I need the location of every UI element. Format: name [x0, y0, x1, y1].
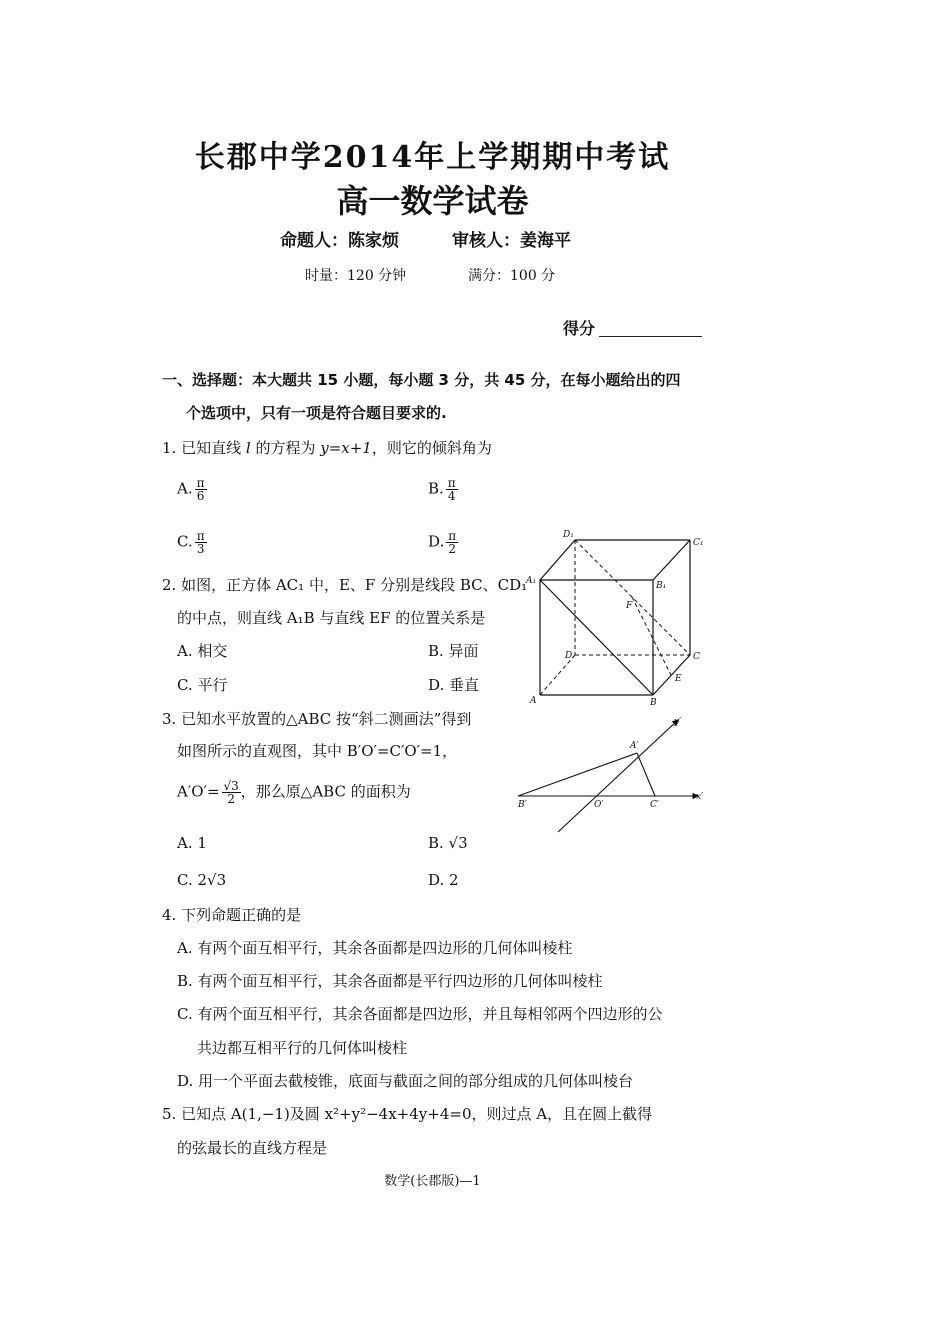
label-f: F [626, 601, 633, 611]
q2-option-a: A. 相交 [177, 642, 228, 660]
q3-stem-line3 [177, 780, 411, 805]
q2-stem-line2: 的中点，则直线 A₁B 与直线 EF 的位置关系是 [177, 609, 486, 627]
q1-option-b [428, 477, 458, 502]
exam-title: 长郡中学2014年上学期期中考试 [194, 140, 671, 175]
label-b1: B₁ [656, 581, 667, 591]
score-blank-line [599, 336, 702, 337]
time-label: 时量：120 分钟 [305, 268, 407, 284]
q2-option-c: C. 平行 [177, 676, 228, 694]
q1-stem [162, 437, 492, 458]
label-y-axis: y′ [674, 717, 682, 727]
segment-a1b [540, 580, 653, 695]
cube-edge [653, 540, 690, 580]
label-a: A [530, 696, 537, 706]
label-b: B [650, 698, 657, 708]
label-d1: D₁ [563, 530, 574, 540]
q1-option-d-label: D. [428, 532, 445, 551]
q3-option-d: D. 2 [428, 871, 459, 889]
q3-fraction-den: 2 [227, 792, 235, 806]
label-a1: A₁ [526, 576, 537, 586]
label-b-prime: B′ [518, 800, 527, 810]
q1-option-a [177, 477, 207, 502]
q3-fraction-num: √3 [223, 779, 239, 793]
q1-option-c-fraction [195, 530, 207, 555]
q4-option-d: D. 用一个平面去截棱锥，底面与截面之间的部分组成的几何体叫棱台 [177, 1072, 634, 1090]
q1-option-b-label: B. [428, 479, 444, 498]
full-score-label: 满分：100 分 [468, 268, 556, 284]
label-c: C [693, 652, 700, 662]
hidden-edge [540, 655, 575, 695]
q1-option-c-label: C. [177, 532, 193, 551]
oblique-drawing-figure [510, 710, 710, 835]
section1-heading-line1: 一、选择题：本大题共 15 小题，每小题 3 分，共 45 分，在每小题给出的四 [162, 371, 681, 389]
q4-stem: 4. 下列命题正确的是 [162, 906, 302, 924]
q3-option-a: A. 1 [177, 834, 207, 852]
q3-line3-pre: A′O′= [177, 782, 220, 801]
segment-ef [632, 597, 671, 675]
q1-c-den: 3 [196, 542, 205, 556]
section1-heading-line2: 个选项中，只有一项是符合题目要求的. [186, 404, 447, 422]
q3-option-c: C. 2√3 [177, 871, 227, 889]
q4-option-b: B. 有两个面互相平行，其余各面都是平行四边形的几何体叫棱柱 [177, 972, 603, 990]
q2-option-d: D. 垂直 [428, 676, 480, 694]
q1-b-num: π [447, 476, 456, 490]
q1-stem-pre: 1. 已知直线 [162, 439, 246, 457]
q3-stem-line2: 如图所示的直观图，其中 B′O′=C′O′=1， [177, 742, 458, 760]
q1-c-num: π [196, 529, 205, 543]
q1-option-d [428, 530, 458, 555]
q1-option-b-fraction [446, 477, 458, 502]
side-ac [637, 753, 655, 796]
q3-stem-line1: 3. 已知水平放置的△ABC 按“斜二测画法”得到 [162, 710, 472, 728]
q1-d-den: 2 [448, 542, 457, 556]
label-x-axis: x′ [696, 792, 704, 802]
exam-subtitle: 高一数学试卷 [336, 182, 529, 220]
label-a-prime: A′ [630, 741, 639, 751]
q1-option-a-label: A. [177, 479, 193, 498]
cube-edge [540, 540, 575, 580]
q2-option-b: B. 异面 [428, 642, 479, 660]
page-footer: 数学(长郡版)—1 [384, 1174, 481, 1189]
cube-edge [653, 655, 690, 695]
q1-stem-post: ，则它的倾斜角为 [371, 439, 492, 457]
q2-stem-line1: 2. 如图，正方体 AC₁ 中，E、F 分别是线段 BC、CD₁ [162, 576, 528, 594]
q1-a-num: π [196, 476, 205, 490]
label-c-prime: C′ [650, 800, 659, 810]
q1-option-c [177, 530, 207, 555]
cube-figure [520, 525, 720, 710]
label-e: E [675, 674, 682, 684]
q3-option-b: B. √3 [428, 834, 468, 852]
q5-stem-line1: 5. 已知点 A(1,−1)及圆 x²+y²−4x+4y+4=0，则过点 A，且在圆上截得 [162, 1105, 653, 1123]
q1-d-num: π [448, 529, 457, 543]
author-label: 命题人：陈家烦 [280, 231, 399, 251]
q3-line3-post: ，那么原△ABC 的面积为 [240, 782, 411, 801]
q1-option-d-fraction [446, 530, 458, 555]
q1-a-den: 6 [196, 489, 205, 503]
q3-fraction [222, 780, 241, 805]
score-field-label: 得分 [563, 319, 596, 338]
label-o-prime: O′ [594, 800, 604, 810]
q1-stem-mid: 的方程为 [250, 439, 321, 457]
q5-stem-line2: 的弦最长的直线方程是 [177, 1139, 328, 1157]
q1-option-a-fraction [195, 477, 207, 502]
q4-option-c-line1: C. 有两个面互相平行，其余各面都是四边形，并且每相邻两个四边形的公 [177, 1005, 663, 1023]
q4-option-a: A. 有两个面互相平行，其余各面都是四边形的几何体叫棱柱 [177, 939, 573, 957]
label-c1: C₁ [693, 538, 704, 548]
q1-b-den: 4 [447, 489, 456, 503]
q1-stem-equation: y=x+1 [320, 439, 372, 457]
q1-stem-var: l [245, 439, 251, 457]
y-axis [558, 720, 678, 832]
q4-option-c-line2: 共边都互相平行的几何体叫棱柱 [197, 1039, 408, 1057]
label-d: D [565, 651, 573, 661]
reviewer-label: 审核人：姜海平 [452, 231, 571, 251]
